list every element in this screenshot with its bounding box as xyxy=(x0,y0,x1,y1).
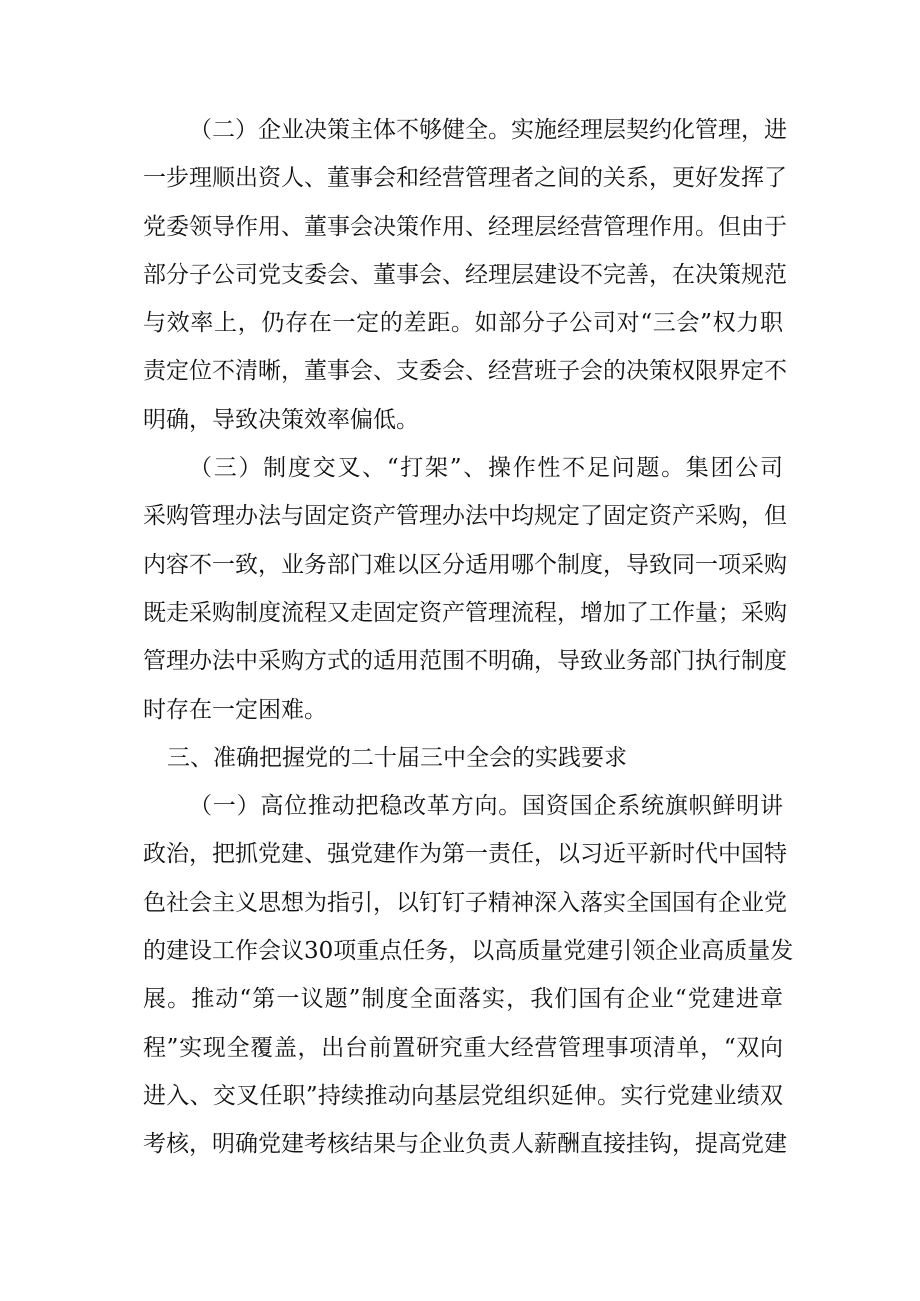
text-line: （一）高位推动把稳改革方向。国资国企系统旗帜鲜明讲 xyxy=(189,793,783,820)
heading-text: 三、准确把握党的二十届三中全会的实践要求 xyxy=(167,744,627,771)
text-line: （三）制度交叉、“打架”、操作性不足问题。集团公司 xyxy=(189,455,783,482)
text-line: 部分子公司党支委会、董事会、经理层建设不完善，在决策规范 xyxy=(143,261,787,288)
text-line: 责定位不清晰，董事会、支委会、经营班子会的决策权限界定不 xyxy=(143,358,787,385)
text-line: 采购管理办法与固定资产管理办法中均规定了固定资产采购，但 xyxy=(143,503,787,530)
text-line: 程”实现全覆盖，出台前置研究重大经营管理事项清单，“双向 xyxy=(143,1034,783,1061)
paragraph-enterprise-decision xyxy=(143,106,787,444)
text-line: 时存在一定困难。 xyxy=(143,696,327,723)
section-heading xyxy=(143,734,783,782)
text-line: 的建设工作会议30项重点任务，以高质量党建引领企业高质量发 xyxy=(143,938,794,965)
paragraph-reform-direction xyxy=(143,782,794,1168)
text-line: 明确，导致决策效率偏低。 xyxy=(143,406,419,433)
text-line: 既走采购制度流程又走固定资产管理流程，增加了工作量；采购 xyxy=(143,599,787,626)
text-line: 一步理顺出资人、董事会和经营管理者之间的关系，更好发挥了 xyxy=(143,165,787,192)
text-line: 与效率上，仍存在一定的差距。如部分子公司对“三会”权力职 xyxy=(143,310,783,337)
text-line: 党委领导作用、董事会决策作用、经理层经营管理作用。但由于 xyxy=(143,213,787,240)
text-line: （二）企业决策主体不够健全。实施经理层契约化管理，进 xyxy=(189,117,787,143)
text-line: 政治，把抓党建、强党建作为第一责任，以习近平新时代中国特 xyxy=(143,841,787,868)
text-line: 进入、交叉任职”持续推动向基层党组织延伸。实行党建业绩双 xyxy=(143,1082,783,1109)
document-body xyxy=(143,106,794,1169)
paragraph-system-conflict xyxy=(143,444,787,734)
text-line: 考核，明确党建考核结果与企业负责人薪酬直接挂钩，提高党建 xyxy=(143,1131,787,1158)
text-line: 展。推动“第一议题”制度全面落实，我们国有企业“党建进章 xyxy=(143,986,783,1013)
text-line: 色社会主义思想为指引，以钉钉子精神深入落实全国国有企业党 xyxy=(143,889,787,916)
text-line: 管理办法中采购方式的适用范围不明确，导致业务部门执行制度 xyxy=(143,648,787,675)
text-line: 内容不一致，业务部门难以区分适用哪个制度，导致同一项采购 xyxy=(143,551,787,578)
